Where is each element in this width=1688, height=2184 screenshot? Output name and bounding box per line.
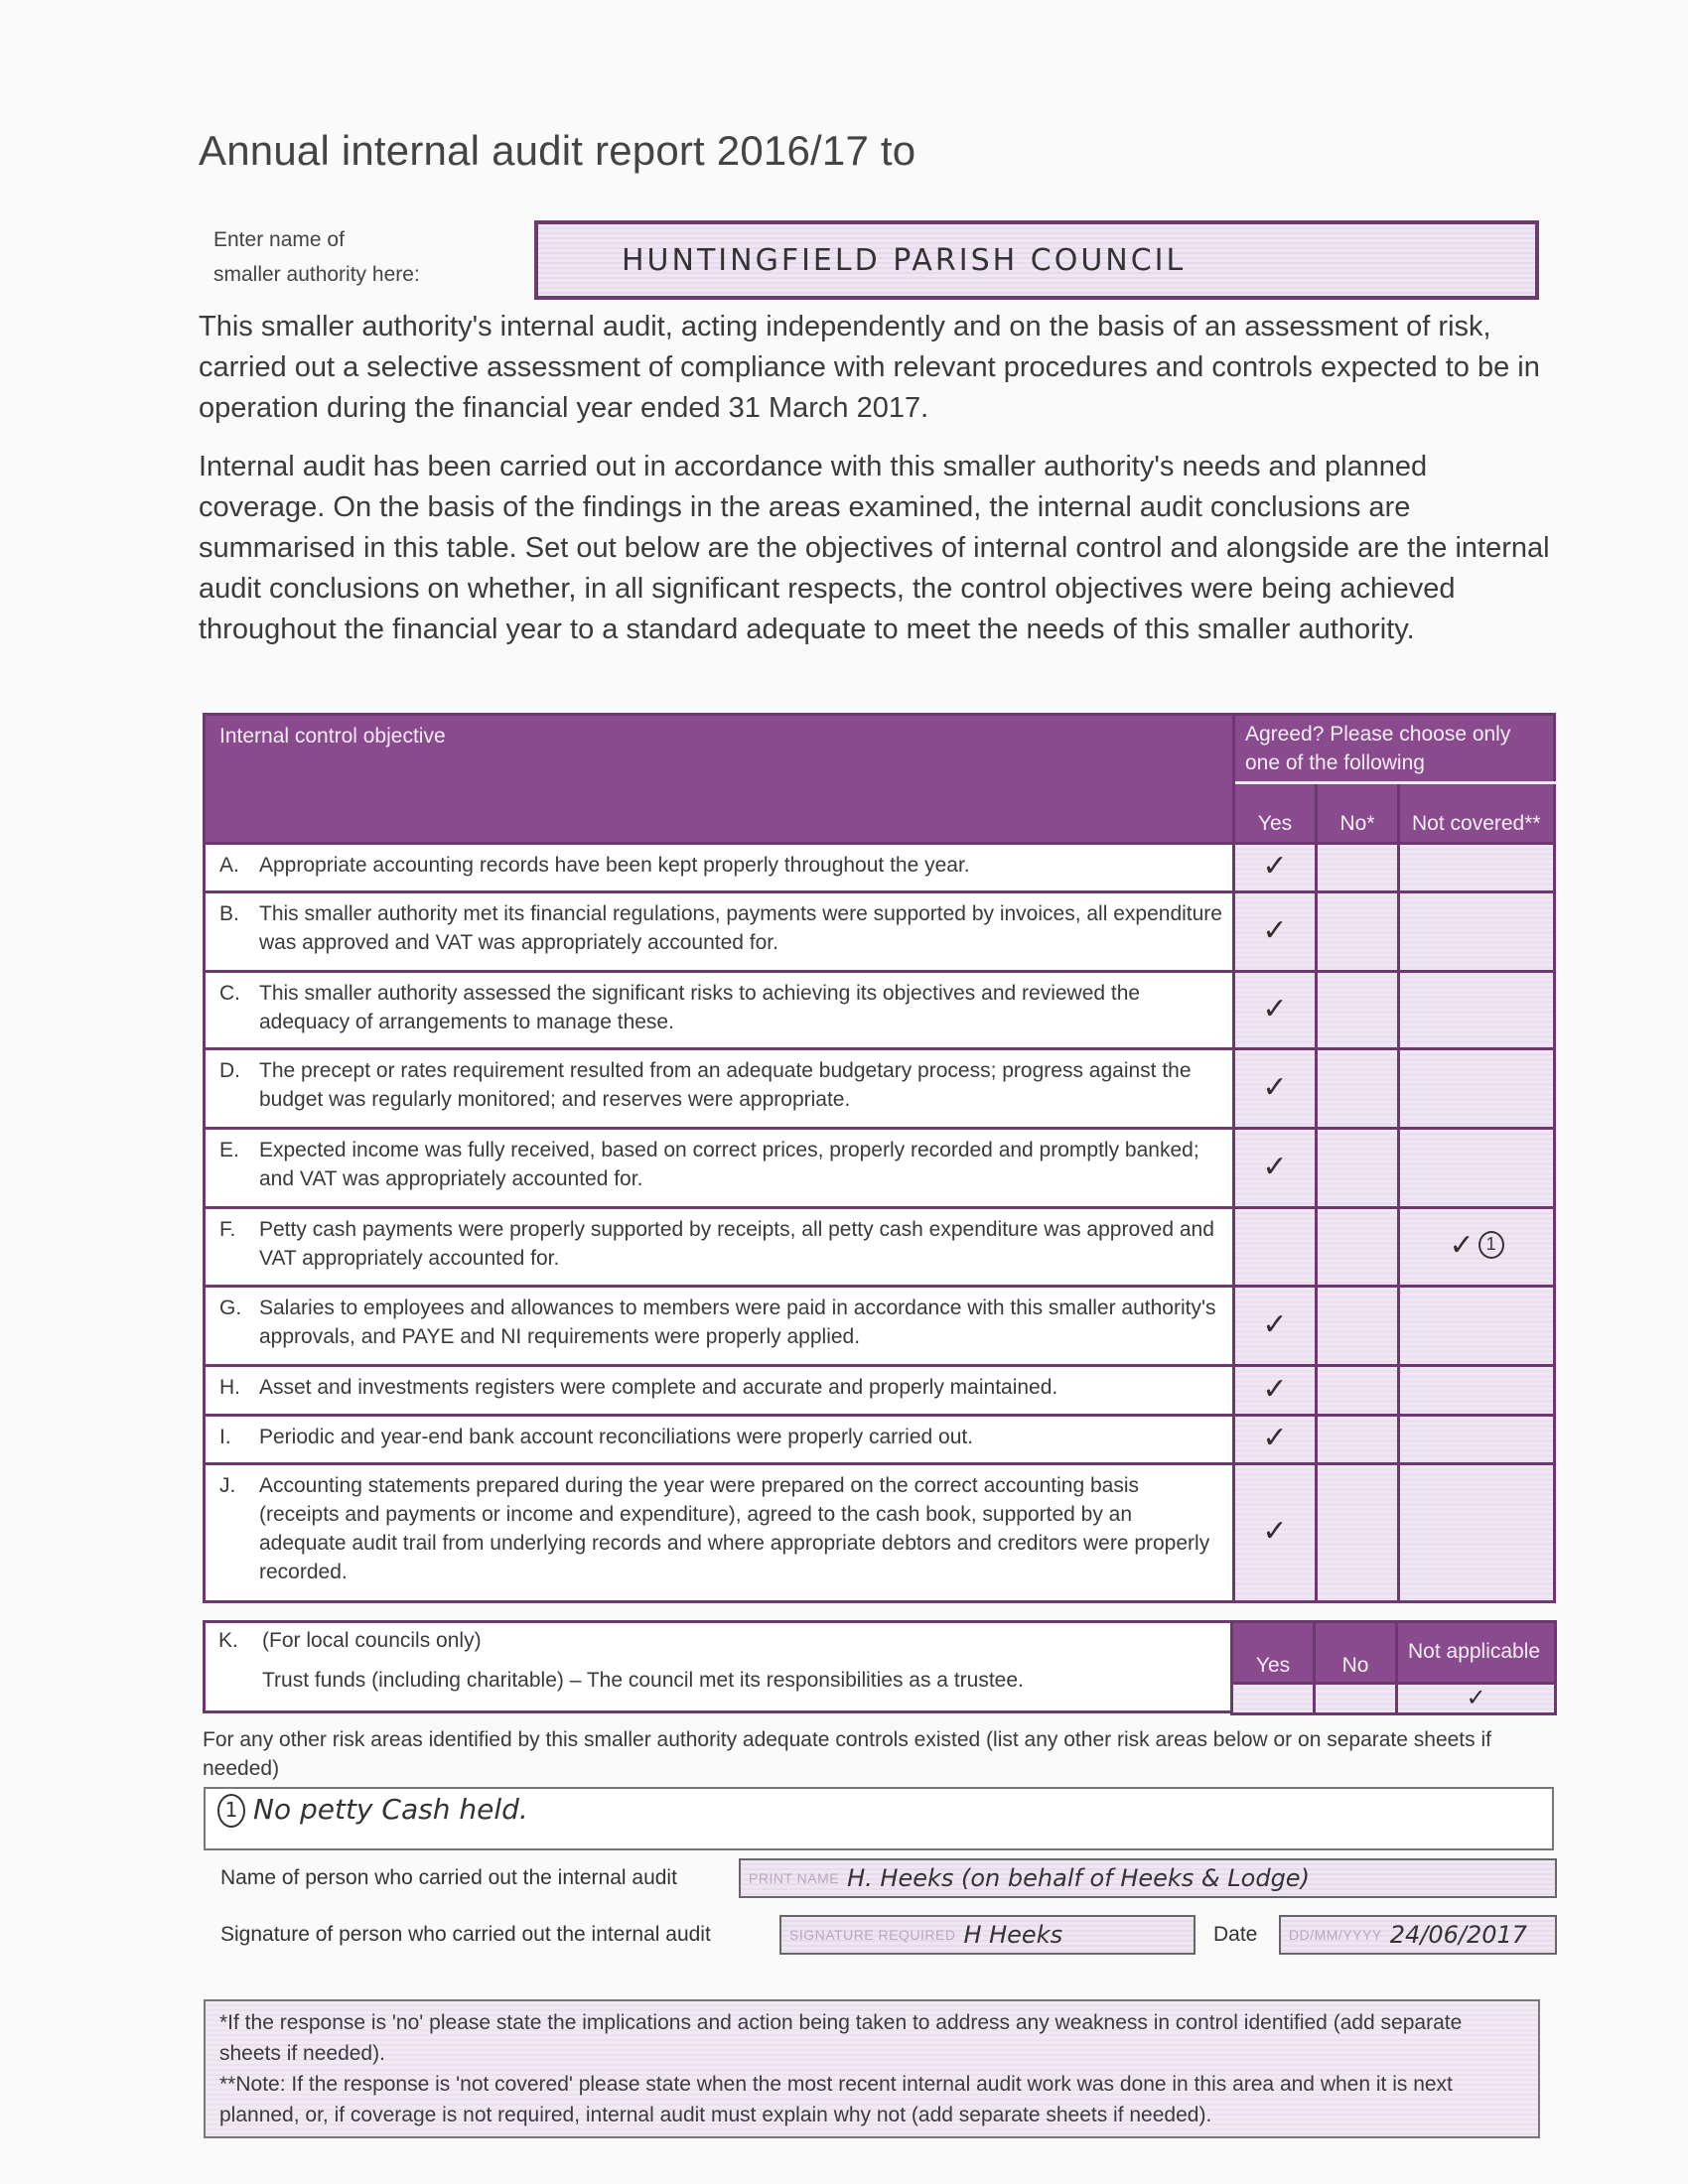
k-answer-table — [1230, 1620, 1557, 1715]
objective-cell — [205, 972, 1234, 1049]
authority-label-line2: smaller authority here: — [213, 263, 420, 286]
k-header-na: Not applicable — [1397, 1622, 1556, 1684]
check-mark-icon: ✓ — [1262, 1514, 1288, 1549]
answer-yes[interactable] — [1234, 1129, 1317, 1208]
answer-no[interactable] — [1317, 972, 1399, 1049]
objective-row-content — [219, 1471, 1224, 1586]
header-yes: Yes — [1234, 783, 1317, 844]
answer-not-covered[interactable] — [1399, 892, 1555, 972]
objective-text: Salaries to employees and allowances to members were paid in accordance with this smaller authority's approvals, and PAYE and NI requirements were properly applied. — [259, 1297, 1216, 1348]
answer-yes[interactable] — [1234, 844, 1317, 892]
risk-areas-note-text: No petty Cash held. — [253, 1793, 528, 1826]
date-field[interactable] — [1279, 1915, 1557, 1955]
k-section-line1 — [218, 1628, 482, 1654]
answer-not-covered[interactable] — [1399, 1366, 1555, 1416]
objective-cell — [205, 892, 1234, 972]
risk-areas-field[interactable] — [204, 1787, 1554, 1850]
check-mark-icon: ✓ — [1449, 1228, 1475, 1263]
objective-cell — [205, 1366, 1234, 1416]
answer-not-covered[interactable] — [1399, 1129, 1555, 1208]
table-row — [205, 1208, 1555, 1287]
check-mark-icon: ✓ — [1262, 991, 1288, 1026]
auditor-name-value: H. Heeks (on behalf of Heeks & Lodge) — [847, 1864, 1310, 1892]
objective-text: Petty cash payments were properly supported by receipts, all petty cash expenditure was approved and VAT appropriately accounted for. — [259, 1218, 1214, 1270]
check-mark-icon: ✓ — [1262, 1371, 1288, 1407]
table-row — [205, 1049, 1555, 1129]
objective-text: Accounting statements prepared during the year were prepared on the correct accounting basis (receipts and payments or income and expenditure), agreed to the cash book, supported by an adequate audit trail from underlying records and where appropriate debtors and creditors were properly recorded. — [259, 1474, 1210, 1583]
intro-paragraph-1: This smaller authority's internal audit, acting independently and on the basis of an assessment of risk, carried out a selective assessment of compliance with relevant procedures and controls expected to be in operation during the financial year ended 31 March 2017. — [199, 311, 1540, 424]
k-answer-na[interactable] — [1397, 1684, 1556, 1714]
header-no: No* — [1317, 783, 1399, 844]
objective-text: The precept or rates requirement resulted from an adequate budgetary process; progress against the budget was regularly monitored; and reserves were appropriate. — [259, 1059, 1192, 1111]
date-value: 24/06/2017 — [1389, 1921, 1528, 1949]
objective-row-content — [219, 1136, 1224, 1193]
objective-letter: B. — [219, 902, 239, 925]
answer-not-covered[interactable] — [1399, 1464, 1555, 1602]
header-objective: Internal control objective — [205, 715, 1234, 844]
note-ref-circle: 1 — [1478, 1231, 1504, 1259]
objective-cell — [205, 844, 1234, 892]
signature-value: H Heeks — [963, 1921, 1063, 1949]
objective-letter: I. — [219, 1426, 231, 1448]
check-mark-icon: ✓ — [1262, 1149, 1288, 1184]
check-mark-icon: ✓ — [1262, 1069, 1288, 1105]
answer-yes[interactable] — [1234, 1416, 1317, 1464]
answer-not-covered[interactable] — [1399, 1287, 1555, 1366]
k-answer-yes[interactable] — [1232, 1684, 1315, 1714]
control-objectives-table — [203, 713, 1556, 1603]
k-answer-no[interactable] — [1315, 1684, 1397, 1714]
answer-yes[interactable] — [1234, 1464, 1317, 1602]
auditor-name-label: Name of person who carried out the internal audit — [220, 1866, 677, 1889]
objective-cell — [205, 1287, 1234, 1366]
k-section-line2: Trust funds (including charitable) – The council met its responsibilities as a trustee. — [262, 1669, 1024, 1692]
objective-row-content — [219, 851, 1224, 880]
note-number-circle: 1 — [217, 1794, 245, 1828]
answer-not-covered[interactable] — [1399, 1208, 1555, 1287]
signature-placeholder: SIGNATURE REQUIRED — [789, 1927, 956, 1943]
objective-cell — [205, 1208, 1234, 1287]
answer-no[interactable] — [1317, 1287, 1399, 1366]
table-row — [205, 1287, 1555, 1366]
objective-text: Periodic and year-end bank account reconciliations were properly carried out. — [259, 1426, 974, 1448]
answer-not-covered[interactable] — [1399, 972, 1555, 1049]
answer-yes[interactable] — [1234, 892, 1317, 972]
answer-not-covered[interactable] — [1399, 844, 1555, 892]
authority-label-line1: Enter name of — [213, 228, 345, 251]
k-header-yes: Yes — [1232, 1622, 1315, 1684]
objective-row-content — [219, 899, 1224, 957]
objective-cell — [205, 1129, 1234, 1208]
header-not-covered: Not covered** — [1399, 783, 1555, 844]
objective-text: This smaller authority assessed the significant risks to achieving its objectives and reviewed the adequacy of arrangements to manage these. — [259, 982, 1141, 1033]
objective-row-content — [219, 1215, 1224, 1273]
footer-notes — [204, 1999, 1540, 2138]
date-placeholder: DD/MM/YYYY — [1289, 1927, 1382, 1943]
objective-cell — [205, 1464, 1234, 1602]
header-agreed: Agreed? Please choose only one of the following — [1234, 715, 1555, 783]
check-mark-icon: ✓ — [1262, 1421, 1288, 1455]
check-mark-icon: ✓ — [1262, 849, 1288, 884]
objective-cell — [205, 1416, 1234, 1464]
authority-name-value: HUNTINGFIELD PARISH COUNCIL — [622, 242, 1187, 278]
table-row — [205, 1464, 1555, 1602]
footer-note-no: *If the response is 'no' please state the implications and action being taken to address any weakness in control identified (add separate sheets if needed). — [219, 2011, 1463, 2065]
k-header-no: No — [1315, 1622, 1397, 1684]
table-row — [205, 1129, 1555, 1208]
answer-no[interactable] — [1317, 1416, 1399, 1464]
answer-yes[interactable] — [1234, 1049, 1317, 1129]
answer-yes[interactable] — [1234, 1208, 1317, 1287]
objective-letter: H. — [219, 1376, 240, 1399]
auditor-name-placeholder: PRINT NAME — [749, 1870, 840, 1886]
auditor-name-field[interactable] — [739, 1858, 1557, 1898]
objective-letter: G. — [219, 1297, 242, 1319]
answer-no[interactable] — [1317, 1208, 1399, 1287]
auditor-signature-field[interactable] — [779, 1915, 1196, 1955]
objective-letter: E. — [219, 1139, 239, 1161]
objective-text: Expected income was fully received, based on correct prices, properly recorded and promptly banked; and VAT was appropriately accounted for. — [259, 1139, 1199, 1190]
table-row — [205, 1416, 1555, 1464]
objective-text: Appropriate accounting records have been kept properly throughout the year. — [259, 854, 970, 877]
objective-letter: J. — [219, 1474, 236, 1497]
k-title: (For local councils only) — [262, 1629, 482, 1652]
answer-no[interactable] — [1317, 1366, 1399, 1416]
intro-paragraph-2: Internal audit has been carried out in accordance with this smaller authority's needs and planned coverage. On the basis of the findings in the areas examined, the internal audit conclusions are summarised in this table. Set out below are the objectives of internal control and alongside are the internal audit conclusions on whether, in all significant respects, the control objectives were being achieved throughout the financial year to a standard adequate to meet the needs of this smaller authority. — [199, 451, 1550, 645]
objective-row-content — [219, 1423, 1224, 1451]
answer-no[interactable] — [1317, 1049, 1399, 1129]
auditor-signature-label: Signature of person who carried out the internal audit — [220, 1923, 711, 1946]
objective-letter: D. — [219, 1059, 240, 1082]
risk-areas-instruction: For any other risk areas identified by this smaller authority adequate controls existed (list any other risk areas below or on separate sheets if needed) — [203, 1728, 1491, 1780]
objective-text: This smaller authority met its financial regulations, payments were supported by invoices, all expenditure was approved and VAT was appropriately accounted for. — [259, 902, 1222, 954]
answer-not-covered[interactable] — [1399, 1049, 1555, 1129]
date-label: Date — [1213, 1923, 1258, 1946]
answer-no[interactable] — [1317, 1464, 1399, 1602]
table-row — [205, 844, 1555, 892]
table-row — [205, 972, 1555, 1049]
answer-no[interactable] — [1317, 892, 1399, 972]
objective-row-content — [219, 1294, 1224, 1351]
k-letter: K. — [218, 1629, 238, 1652]
objective-text: Asset and investments registers were complete and accurate and properly maintained. — [259, 1376, 1058, 1399]
answer-no[interactable] — [1317, 844, 1399, 892]
risk-areas-note — [217, 1793, 528, 1828]
check-mark-icon: ✓ — [1466, 1684, 1486, 1711]
table-row — [205, 1366, 1555, 1416]
objective-letter: A. — [219, 854, 239, 877]
objective-letter: F. — [219, 1218, 236, 1241]
page-title: Annual internal audit report 2016/17 to — [199, 127, 916, 174]
answer-not-covered[interactable] — [1399, 1416, 1555, 1464]
answer-yes[interactable] — [1234, 1366, 1317, 1416]
footer-note-not-covered: **Note: If the response is 'not covered' please state when the most recent internal audit work was done in this area and when it is next planned, or, if coverage is not required, internal audit must explain why not (add separate sheets if needed). — [219, 2073, 1453, 2126]
answer-yes[interactable] — [1234, 972, 1317, 1049]
check-mark-icon: ✓ — [1262, 1306, 1288, 1342]
answer-no[interactable] — [1317, 1129, 1399, 1208]
answer-yes[interactable] — [1234, 1287, 1317, 1366]
authority-name-field[interactable] — [534, 220, 1539, 300]
objective-cell — [205, 1049, 1234, 1129]
objective-row-content — [219, 1056, 1224, 1114]
objective-row-content — [219, 979, 1224, 1036]
check-mark-icon: ✓ — [1262, 912, 1288, 948]
objective-row-content — [219, 1373, 1224, 1402]
objective-letter: C. — [219, 982, 240, 1005]
table-row — [205, 892, 1555, 972]
